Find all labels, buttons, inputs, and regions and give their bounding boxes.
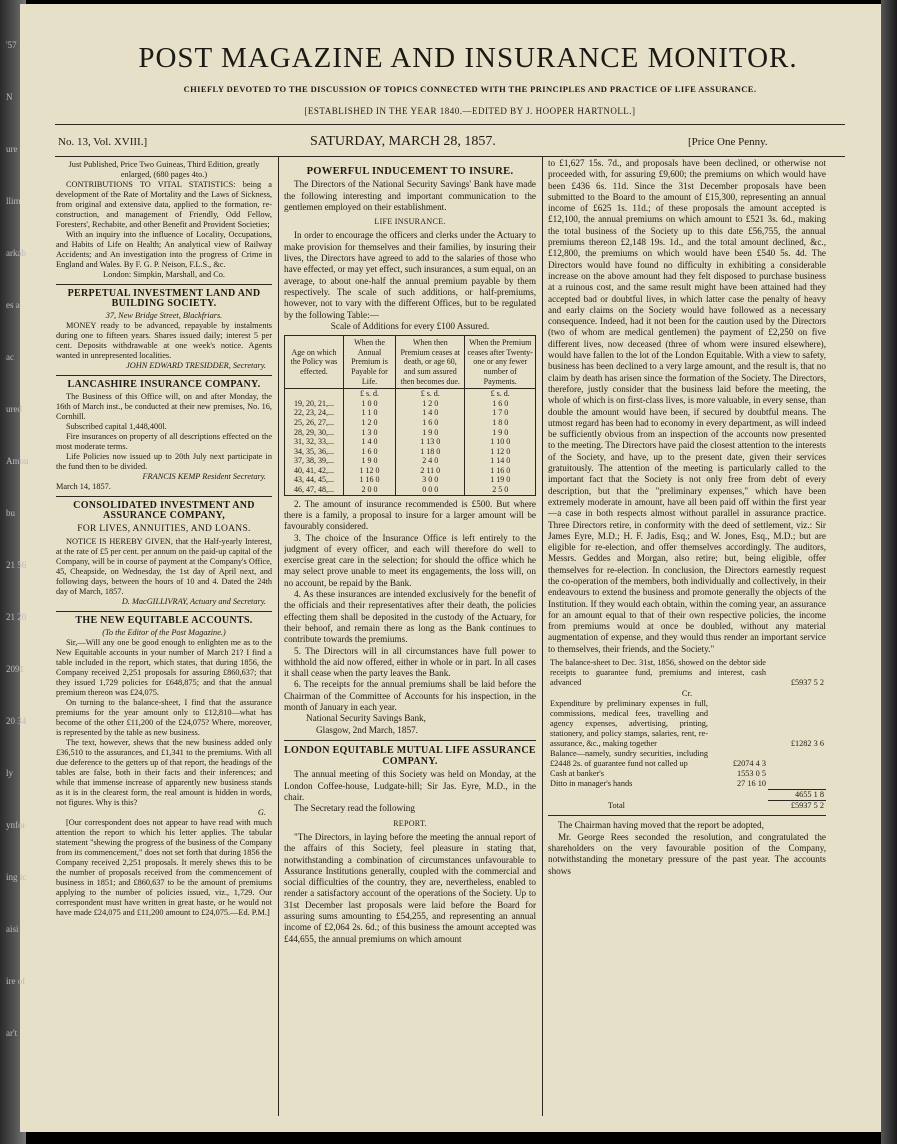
account-row: [548, 749, 826, 769]
spine-text: ire of: [6, 976, 26, 986]
spine-text: 21 20: [6, 612, 27, 622]
balance-sheet-intro-amount: £5937 5 2: [790, 678, 824, 688]
article-inducement-intro: The Directors of the National Security Savings' Bank have made the following interesting and important communication to the gentlemen employed on their establishment.: [284, 179, 536, 212]
table-cell: 1 16 0: [465, 466, 536, 476]
spine-text: '57: [6, 40, 17, 50]
article-equitable-continued: to £1,627 15s. 7d., and proposals have been declined, or otherwise not proceeded with, for assuring £9,600; the premiums on which would have been £436 6s. 11d. Since the 31st December proposals have been submitted to the Board to the amount of £15,300, representing an annual income of £625 1s. 11d.; of these proposals the amount accepted is £12,100, the annual premiums on which amount to £521 3s. 6d., making the total business of the Society up to this date £56,755, the annual premiums thereon £2,148 19s. 1d., and the total amount declined, &c., £12,800, the premiums on which would have been £540 5s. 4d. The Directors would have found no difficulty in exhibiting a considerable increase on the above amount had they felt disposed to purchase business at a ruinous cost, and the same result might have been attained had they accepted bad or doubtful lives, in which latter case the penalty of heavy and early claims on the Society would have followed as a necessary consequence. Indeed, had it not been for the caution used by the Directors (two of whom are medical gentlemen) the payment of £2,250 on five different lives, now deceased (three of whom were insured elsewhere), would have fallen to the lot of the London Equitable. With a view to safety, business has been declined to a very large amount, and the result is, that no claim by death has arisen since the formation of the Society. The Directors, therefore, justly consider that the business laid before the meeting, the whole of which is on first-class lives, is more valuable, in every sense, than double the amount would have been, if secured by doubtful means. The utmost regard has been had to economy in every department, as will indeed be sufficiently obvious from an inspection of the accounts now presented to the meeting. The Directors have paid the closest attention to the interests of the Society, and have, up to the present date, given their services gratuitously. The attention of the meeting is particularly called to the important fact that the Society is not only free from debt of every description, but that the "preliminary expenses," which have been extremely moderate in amount, have all been paid off within the first year—a case in both respects almost without parallel in assurance practice. Three Directors retire, in conformity with the deed of settlement, viz.: Sir James Eyre, M.D.; H. F. Jadis, Esq.; and W. Jones, Esq., M.D.; but are eligible for re-election, and offer themselves accordingly. The auditors, Messrs. Geddes and Morgan, also retire; but, being eligible, offer themselves for re-election. In conclusion, the Directors earnestly request the co-operation of the members, both individually and collectively, in their endeavours to extend the business and promote generally the objects of the Institution. If they would each obtain, within the coming year, an assurance for an amount equal to that of their own respective policies, the income from premiums would at once be doubled, without any material augmentation of expense, and they would thus render an important service to themselves, their friends, and the Society.": [548, 158, 826, 654]
table-header: When the Premium ceases after Twenty-one or any fewer number of Payments.: [465, 336, 536, 389]
account-amount: 27 16 10: [736, 779, 766, 789]
table-cell: 1 14 0: [465, 456, 536, 466]
total-label: Total: [608, 801, 625, 811]
table-cell: 46, 47, 48,...: [285, 485, 344, 495]
life-insurance-subheading: LIFE INSURANCE.: [374, 217, 446, 227]
column-rule-2: [542, 156, 543, 1116]
divider: [56, 375, 272, 376]
issue-price: [Price One Penny.: [688, 136, 768, 148]
credit-heading: Cr.: [681, 688, 693, 699]
scale-of-additions-table: [284, 335, 536, 496]
issue-date: SATURDAY, MARCH 28, 1857.: [310, 134, 496, 149]
table-cell: 1 7 0: [465, 408, 536, 418]
scale-title: Scale of Additions for every £100 Assured.: [330, 320, 490, 331]
table-cell: 1 3 0: [343, 428, 395, 438]
spine-text: ured: [6, 404, 22, 414]
masthead-title: POST MAGAZINE AND INSURANCE MONITOR.: [138, 42, 798, 74]
table-cell: 1 12 0: [465, 447, 536, 457]
table-row: [285, 437, 536, 447]
newspaper-page: [20, 4, 882, 1132]
divider: [56, 496, 272, 497]
balance-sheet-intro: [548, 658, 826, 688]
divider: [284, 740, 536, 741]
right-page-edge: [881, 0, 897, 1144]
ad-lancashire-fire: Fire insurances on property of all descriptions effected on the most moderate terms.: [56, 432, 272, 451]
spine-text: ure: [6, 144, 18, 154]
table-cell: 31, 32, 33,...: [285, 437, 344, 447]
table-header: When the Annual Premium is Payable for Life.: [343, 336, 395, 389]
table-cell: 22, 23, 24,...: [285, 408, 344, 418]
account-row: [548, 699, 826, 749]
spine-text: ly: [6, 768, 14, 778]
article-inducement-paragraph-4: 4. As these insurances are intended exclusively for the benefit of the officials and their representatives after their death, the policies effecting them shall be deposited in the custody of the Actuary, for their behoof, and remain there as long as the Bank continues to contribute towards the premiums.: [284, 589, 536, 645]
account-row: [548, 769, 826, 779]
account-row: [548, 779, 826, 789]
article-equitable-heading: LONDON EQUITABLE MUTUAL LIFE ASSURANCE COMPANY.: [284, 744, 536, 768]
table-cell: 2 0 0: [343, 485, 395, 495]
account-label: Expenditure by preliminary expenses in full, commissions, medical fees, travelling and agency expenses, advertising, printing, stationery, and policy stamps, salaries, rent, re-assurance, &c., making together: [550, 699, 708, 749]
ad-vital-statistics-intro: Just Published, Price Two Guineas, Third Edition, greatly enlarged, (680 pages 4to.): [68, 160, 260, 179]
spine-text: arkab: [6, 248, 26, 258]
account-amount: £2074 4 3: [732, 759, 766, 769]
table-cell: 1 0 0: [343, 399, 395, 409]
table-row: [285, 447, 536, 457]
article-inducement-paragraph-6: 6. The receipts for the annual premiums shall be laid before the Chairman of the Committee of Accounts for his inspection, in the month of January in each year.: [284, 679, 536, 712]
table-row: [285, 485, 536, 495]
table-cell: 1 12 0: [343, 466, 395, 476]
ad-perpetual-body: MONEY ready to be advanced, repayable by instalments during one to fifteen years. Shares issued daily; interest 5 per cent. Deposits withdrawable at one week's notice. Agents wanted in unrepresented localities.: [56, 321, 272, 360]
spine-text: bu: [6, 508, 15, 518]
table-unit: [285, 389, 344, 399]
spine-text: llim: [6, 196, 21, 206]
spine-text: 2091: [6, 664, 24, 674]
account-amount: [768, 769, 826, 779]
table-cell: 1 19 0: [465, 475, 536, 485]
table-unit: £ s. d.: [465, 389, 536, 399]
chairman-motion: The Chairman having moved that the report be adopted,: [558, 820, 764, 831]
table-cell: 37, 38, 39,...: [285, 456, 344, 466]
table-cell: 1 1 0: [343, 408, 395, 418]
table-cell: 1 18 0: [396, 447, 465, 457]
divider: [56, 611, 272, 612]
ad-consolidated-heading: CONSOLIDATED INVESTMENT AND ASSURANCE COMPANY,: [73, 500, 255, 521]
table-cell: 1 9 0: [465, 428, 536, 438]
column-rule-1: [278, 156, 279, 1116]
table-cell: 1 8 0: [465, 418, 536, 428]
ad-consolidated-body: NOTICE IS HEREBY GIVEN, that the Half-yearly Interest, at the rate of £5 per cent. per annum on the paid-up capital of the Company, will be in course of payment at the Company's Office, 45, Cheapside, on Wednesday, the 1st day of April next, and following days, between the hours of 10 and 4. Dated the 24th day of March, 1857.: [56, 537, 272, 596]
balance-sheet-intro-text: The balance-sheet to Dec. 31st, 1856, showed on the debtor side receipts to guarantee fund, premiums and interest, cash advanced: [550, 658, 766, 688]
table-row: [285, 408, 536, 418]
spine-text: es a: [6, 300, 20, 310]
account-label: Ditto in manager's hands: [550, 779, 633, 789]
table-cell: 1 9 0: [396, 428, 465, 438]
article-equitable-meeting: The annual meeting of this Society was held on Monday, at the London Coffee-house, Ludgate-hill; Sir Jas. Eyre, M.D., in the chair.: [284, 769, 536, 803]
article-inducement-sign-1: National Security Savings Bank,: [306, 713, 426, 724]
account-amount: £1282 3 6: [790, 739, 824, 749]
spine-text: ing ic: [6, 872, 27, 882]
letter-paragraph-2: On turning to the balance-sheet, I find that the assurance premiums for the year amount only to £12,810—what has become of the other £11,200 of the £24,075? Where, moreover, is represented by the table as new business.: [56, 698, 272, 737]
table-row: [285, 428, 536, 438]
ad-vital-statistics-publisher: London: Simpkin, Marshall, and Co.: [103, 270, 225, 279]
column-3: [548, 158, 826, 1118]
ad-lancashire-capital: Subscribed capital 1,448,400l.: [66, 422, 167, 431]
header-rule-top: [55, 124, 845, 125]
table-cell: 1 6 0: [465, 399, 536, 409]
rees-seconded: Mr. George Rees seconded the resolution, and congratulated the shareholders on the very favourable position of the Company, notwithstanding the monetary pressure of the past year. The accounts shows: [548, 831, 826, 876]
table-cell: 19, 20, 21,...: [285, 399, 344, 409]
table-cell: 2 4 0: [396, 456, 465, 466]
table-row: [285, 456, 536, 466]
table-cell: 0 0 0: [396, 485, 465, 495]
table-cell: 1 6 0: [343, 447, 395, 457]
spine-text: ynfor: [6, 820, 26, 830]
account-amount: [768, 779, 826, 789]
divider: [548, 815, 826, 816]
issue-number: No. 13, Vol. XVIII.]: [58, 136, 148, 148]
column-1: [56, 160, 272, 1120]
account-amount: [710, 699, 768, 749]
balance-sheet-credit: [548, 699, 826, 789]
table-header: When then Premium ceases at death, or age 60, and sum assured then becomes due.: [396, 336, 465, 389]
article-inducement-paragraph-5: 5. The Directors will in all circumstances have full power to withhold the aid now offered, either in whole or in part. In all cases it shall cease when the party leaves the Bank.: [284, 645, 536, 679]
ad-perpetual-address: 37, New Bridge Street, Blackfriars.: [105, 311, 223, 320]
article-equitable-secretary: The Secretary read the following: [294, 803, 415, 814]
table-header: Age on which the Policy was effected.: [285, 336, 344, 389]
table-cell: 1 13 0: [396, 437, 465, 447]
ad-lancashire-signature: FRANCIS KEMP Resident Secretary.: [142, 472, 266, 481]
table-cell: 1 2 0: [343, 418, 395, 428]
masthead-subtitle: CHIEFLY DEVOTED TO THE DISCUSSION OF TOPICS CONNECTED WITH THE PRINCIPLES AND PRACTICE OF LIFE ASSURANCE.: [183, 84, 757, 94]
table-cell: 2 5 0: [465, 485, 536, 495]
spine-text: Amou: [6, 456, 29, 466]
account-amount: [768, 749, 826, 769]
balance-sheet-subtotal: [548, 789, 826, 811]
table-cell: 1 10 0: [465, 437, 536, 447]
table-cell: 1 16 0: [343, 475, 395, 485]
table-cell: 25, 26, 27,...: [285, 418, 344, 428]
article-inducement-paragraph-3: 3. The choice of the Insurance Office is left entirely to the judgment of every officer, and each will therefore do well to exercise great care in the selection; for should the office which he may select prove unable to meet its engagements, the loss will, on no account, be repaid by the Bank.: [284, 532, 536, 588]
letter-paragraph-1: Sir,—Will any one be good enough to enlighten me as to the New Equitable accounts in your number of March 21? I find a table included in the report, which states, that during 1856, the Company received 2,251 proposals for assuring £860,637; that they issued 1,729 policies for £648,875; and that the annual premium thereon was £24,075.: [56, 638, 272, 697]
account-amount: 1553 0 5: [736, 769, 766, 779]
article-inducement-paragraph-1: In order to encourage the officers and clerks under the Actuary to make provision for themselves and their families, by insuring their lives, the Directors have agreed to add to the salaries of those who have effected, or may yet effect, such insurances, a sum equal, on an average, to about one-half the annual premium payable by them respectively. The scale of such additions, or half-premiums, however, not to vary with the different Offices, but to be regulated by the following Table:—: [284, 230, 536, 320]
ad-lancashire-date: March 14, 1857.: [56, 482, 111, 491]
ad-vital-statistics-body: With an inquiry into the influence of Locality, Occupations, and Habits of Life on Health; An analytical view of Railway Accidents; and An investigation into the progress of Crime in England and Wales. By F. G. P. Neison, F.L.S., &c.: [56, 230, 272, 269]
letter-paragraph-3: The text, however, shews that the new business added only £36,510 to the assurances, and £1,341 to the premiums. With all due deference to the getters up of that report, the headings of the tables are false, both in their facts and their inferences; and while that immense increase of apparently new business stands as it is in the clearest form, the real amount is hidden in words, not figures. Why is this?: [56, 738, 272, 807]
table-unit: £ s. d.: [343, 389, 395, 399]
subtotal-amount: 4655 1 8: [768, 790, 826, 801]
table-cell: 1 4 0: [396, 408, 465, 418]
report-subheading: REPORT.: [393, 818, 427, 828]
ad-consolidated-signature: D. MacGILLIVRAY, Actuary and Secretary.: [121, 597, 266, 606]
table-cell: 34, 35, 36,...: [285, 447, 344, 457]
ad-lancashire-body: The Business of this Office will, on and after Monday, the 16th of March inst., be conducted at their new premises, No. 16, Cornhill.: [56, 392, 272, 421]
column-2: [284, 162, 536, 1112]
table-row: [285, 475, 536, 485]
spine-text: 21 56: [6, 560, 27, 570]
total-amount: £5937 5 2: [768, 801, 826, 812]
table-cell: 40, 41, 42,...: [285, 466, 344, 476]
editor-note: [Our correspondent does not appear to have read with much attention the report to which his letter applies. The tabular statement "shewing the progress of the business of the Company from its commencement," does not set forth that during 1856 the Company received 2,251 proposals. It merely shews this to be the number of proposals received from the commencement of business in 1851; and £860,637 to be the amount of premiums applying to the number of policies issued, viz., 1,729. Our correspondent must have written in great haste, or he would not have made £24,075 and £11,200 amount to £24,075.—Ed. P.M.]: [56, 818, 272, 917]
table-row: [285, 466, 536, 476]
table-unit: £ s. d.: [396, 389, 465, 399]
ad-perpetual-signature: JOHN EDWARD TRESIDDER, Secretary.: [126, 361, 266, 370]
ad-lancashire-life: Life Policies now issued up to 20th July next participate in the fund then to be divided.: [56, 452, 272, 471]
established-line: [ESTABLISHED IN THE YEAR 1840.—EDITED BY J. HOOPER HARTNOLL.]: [304, 106, 636, 116]
letter-signature: G.: [257, 808, 266, 817]
table-cell: 1 9 0: [343, 456, 395, 466]
letter-heading: THE NEW EQUITABLE ACCOUNTS.: [75, 615, 253, 626]
ad-vital-statistics-title: CONTRIBUTIONS TO VITAL STATISTICS: being a development of the Rate of Mortality and the Laws of Sickness, from original and extensive data, applied to the formation, re-construction, and management of Friendly, Odd Fellow, Foresters', Rechabite, and other Benefit and Provident Societies;: [56, 180, 272, 229]
spine-text: ac: [6, 352, 14, 362]
letter-addressee: (To the Editor of the Post Magazine.): [102, 628, 226, 637]
table-cell: 28, 29, 30,...: [285, 428, 344, 438]
table-cell: 1 2 0: [396, 399, 465, 409]
spine-text: N: [6, 92, 13, 102]
table-row: [285, 399, 536, 409]
table-cell: 2 11 0: [396, 466, 465, 476]
ad-consolidated-subheading: FOR LIVES, ANNUITIES, AND LOANS.: [77, 524, 251, 534]
ad-perpetual-heading: PERPETUAL INVESTMENT LAND AND BUILDING SOCIETY.: [67, 288, 261, 309]
article-inducement-paragraph-2: 2. The amount of insurance recommended is £500. But where there is a family, a proposal to insure for a larger amount will be favourably considered.: [284, 498, 536, 532]
spine-text: 20 34: [6, 716, 27, 726]
table-row: [285, 418, 536, 428]
account-label: Cash at banker's: [550, 769, 605, 779]
table-cell: 1 6 0: [396, 418, 465, 428]
spine-text: ar't: [6, 1028, 18, 1038]
table-cell: 3 0 0: [396, 475, 465, 485]
table-cell: 43, 44, 45,...: [285, 475, 344, 485]
article-equitable-report: "The Directors, in laying before the meeting the annual report of the affairs of this Society, feel pleasure in stating that, notwithstanding a combination of circumstances unfavourable to Assurance Institutions generally, coupled with the commercial and social difficulties of the country, they are, nevertheless, enabled to render a satisfactory account of the operations of the Society. Up to 31st December last proposals were laid before the Board for assuring sums amounting to £54,255, and representing an annual income of £2,064 2s. 6d.; of this business the amount accepted was £44,655, the annual premiums on which amount: [284, 831, 536, 944]
spine-text: aisi: [6, 924, 19, 934]
table-cell: 1 4 0: [343, 437, 395, 447]
divider: [56, 284, 272, 285]
article-inducement-sign-2: Glasgow, 2nd March, 1857.: [316, 724, 418, 735]
account-label: Balance—namely, sundry securities, including £2448 2s. of guarantee fund not called up: [550, 749, 708, 769]
article-inducement-heading: POWERFUL INDUCEMENT TO INSURE.: [306, 166, 514, 177]
header-rule-bottom: [55, 156, 845, 157]
ad-lancashire-heading: LANCASHIRE INSURANCE COMPANY.: [67, 379, 261, 390]
